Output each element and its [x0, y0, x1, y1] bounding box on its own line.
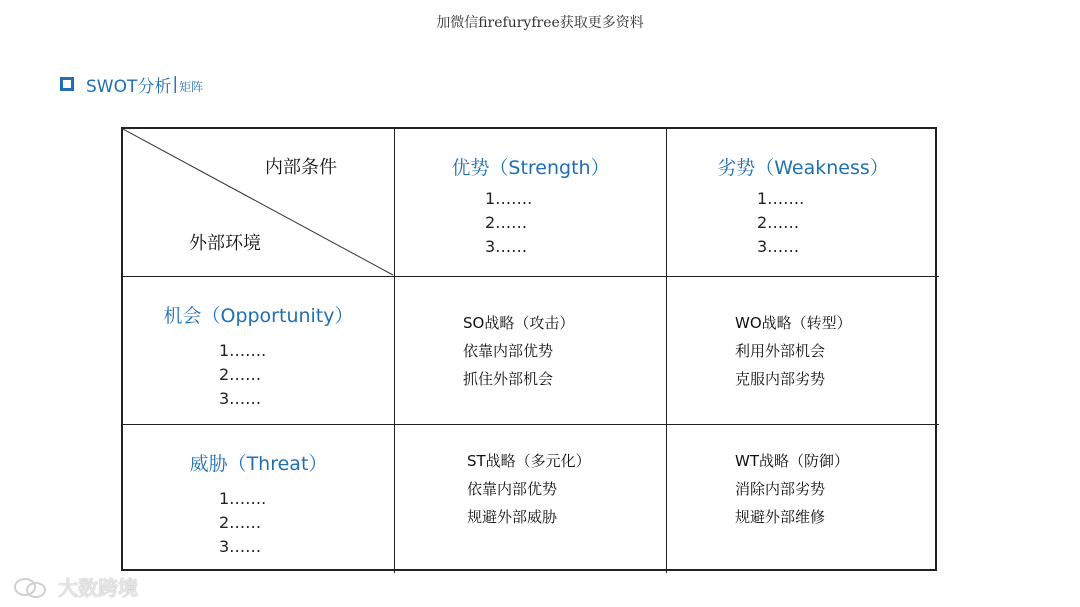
wo-strategy-cell — [667, 277, 939, 425]
square-bullet-icon — [60, 77, 74, 91]
title-sub: 矩阵 — [179, 79, 204, 94]
strategy-heading: WT战略（防御） — [735, 452, 849, 470]
list-item: 1……. — [219, 489, 267, 508]
strategy-line: 规避外部维修 — [735, 508, 826, 526]
list-item: 2…… — [485, 213, 528, 232]
strength-title: 优势（Strength） — [451, 157, 610, 179]
opportunity-header-cell — [123, 277, 395, 425]
list-item: 3…… — [485, 237, 528, 256]
slide-title — [60, 72, 203, 96]
strategy-line: 依靠内部优势 — [467, 480, 558, 498]
top-banner: 加微信firefuryfree获取更多资料 — [436, 15, 644, 31]
threat-header-cell — [123, 425, 395, 573]
opportunity-title: 机会（Opportunity） — [163, 305, 354, 327]
so-strategy — [463, 309, 574, 393]
st-strategy — [467, 447, 591, 531]
wechat-logo-icon — [12, 574, 52, 598]
list-item: 1……. — [219, 341, 267, 360]
list-item: 2…… — [219, 513, 262, 532]
strategy-line: 依靠内部优势 — [463, 342, 554, 360]
so-strategy-cell — [395, 277, 667, 425]
list-item: 3…… — [219, 389, 262, 408]
corner-cell — [123, 129, 395, 277]
wt-strategy-cell — [667, 425, 939, 573]
strategy-line: 规避外部威胁 — [467, 508, 558, 526]
strategy-heading: WO战略（转型） — [735, 314, 852, 332]
threat-title: 威胁（Threat） — [189, 453, 328, 475]
corner-internal-label: 内部条件 — [265, 157, 337, 178]
strategy-line: 克服内部劣势 — [735, 370, 826, 388]
strategy-line: 抓住外部机会 — [463, 370, 554, 388]
weakness-title: 劣势（Weakness） — [717, 157, 889, 179]
swot-matrix — [121, 127, 937, 571]
strategy-line: 利用外部机会 — [735, 342, 826, 360]
strategy-heading: ST战略（多元化） — [467, 452, 591, 470]
strength-header-cell — [395, 129, 667, 277]
watermark — [12, 571, 138, 601]
list-item: 1……. — [485, 189, 533, 208]
title-separator: | — [172, 74, 179, 94]
list-item: 2…… — [219, 365, 262, 384]
weakness-header-cell — [667, 129, 939, 277]
strategy-heading: SO战略（攻击） — [463, 314, 575, 332]
list-item: 3…… — [219, 537, 262, 556]
watermark-text: 大数跨境 — [58, 575, 138, 600]
list-item: 3…… — [757, 237, 800, 256]
opportunity-list — [219, 339, 266, 411]
corner-external-label: 外部环境 — [189, 233, 261, 254]
title-main: SWOT分析 — [86, 76, 172, 97]
strength-list — [485, 187, 532, 259]
wt-strategy — [735, 447, 849, 531]
weakness-list — [757, 187, 804, 259]
list-item: 2…… — [757, 213, 800, 232]
strategy-line: 消除内部劣势 — [735, 480, 826, 498]
list-item: 1……. — [757, 189, 805, 208]
st-strategy-cell — [395, 425, 667, 573]
threat-list — [219, 487, 266, 559]
wo-strategy — [735, 309, 852, 393]
